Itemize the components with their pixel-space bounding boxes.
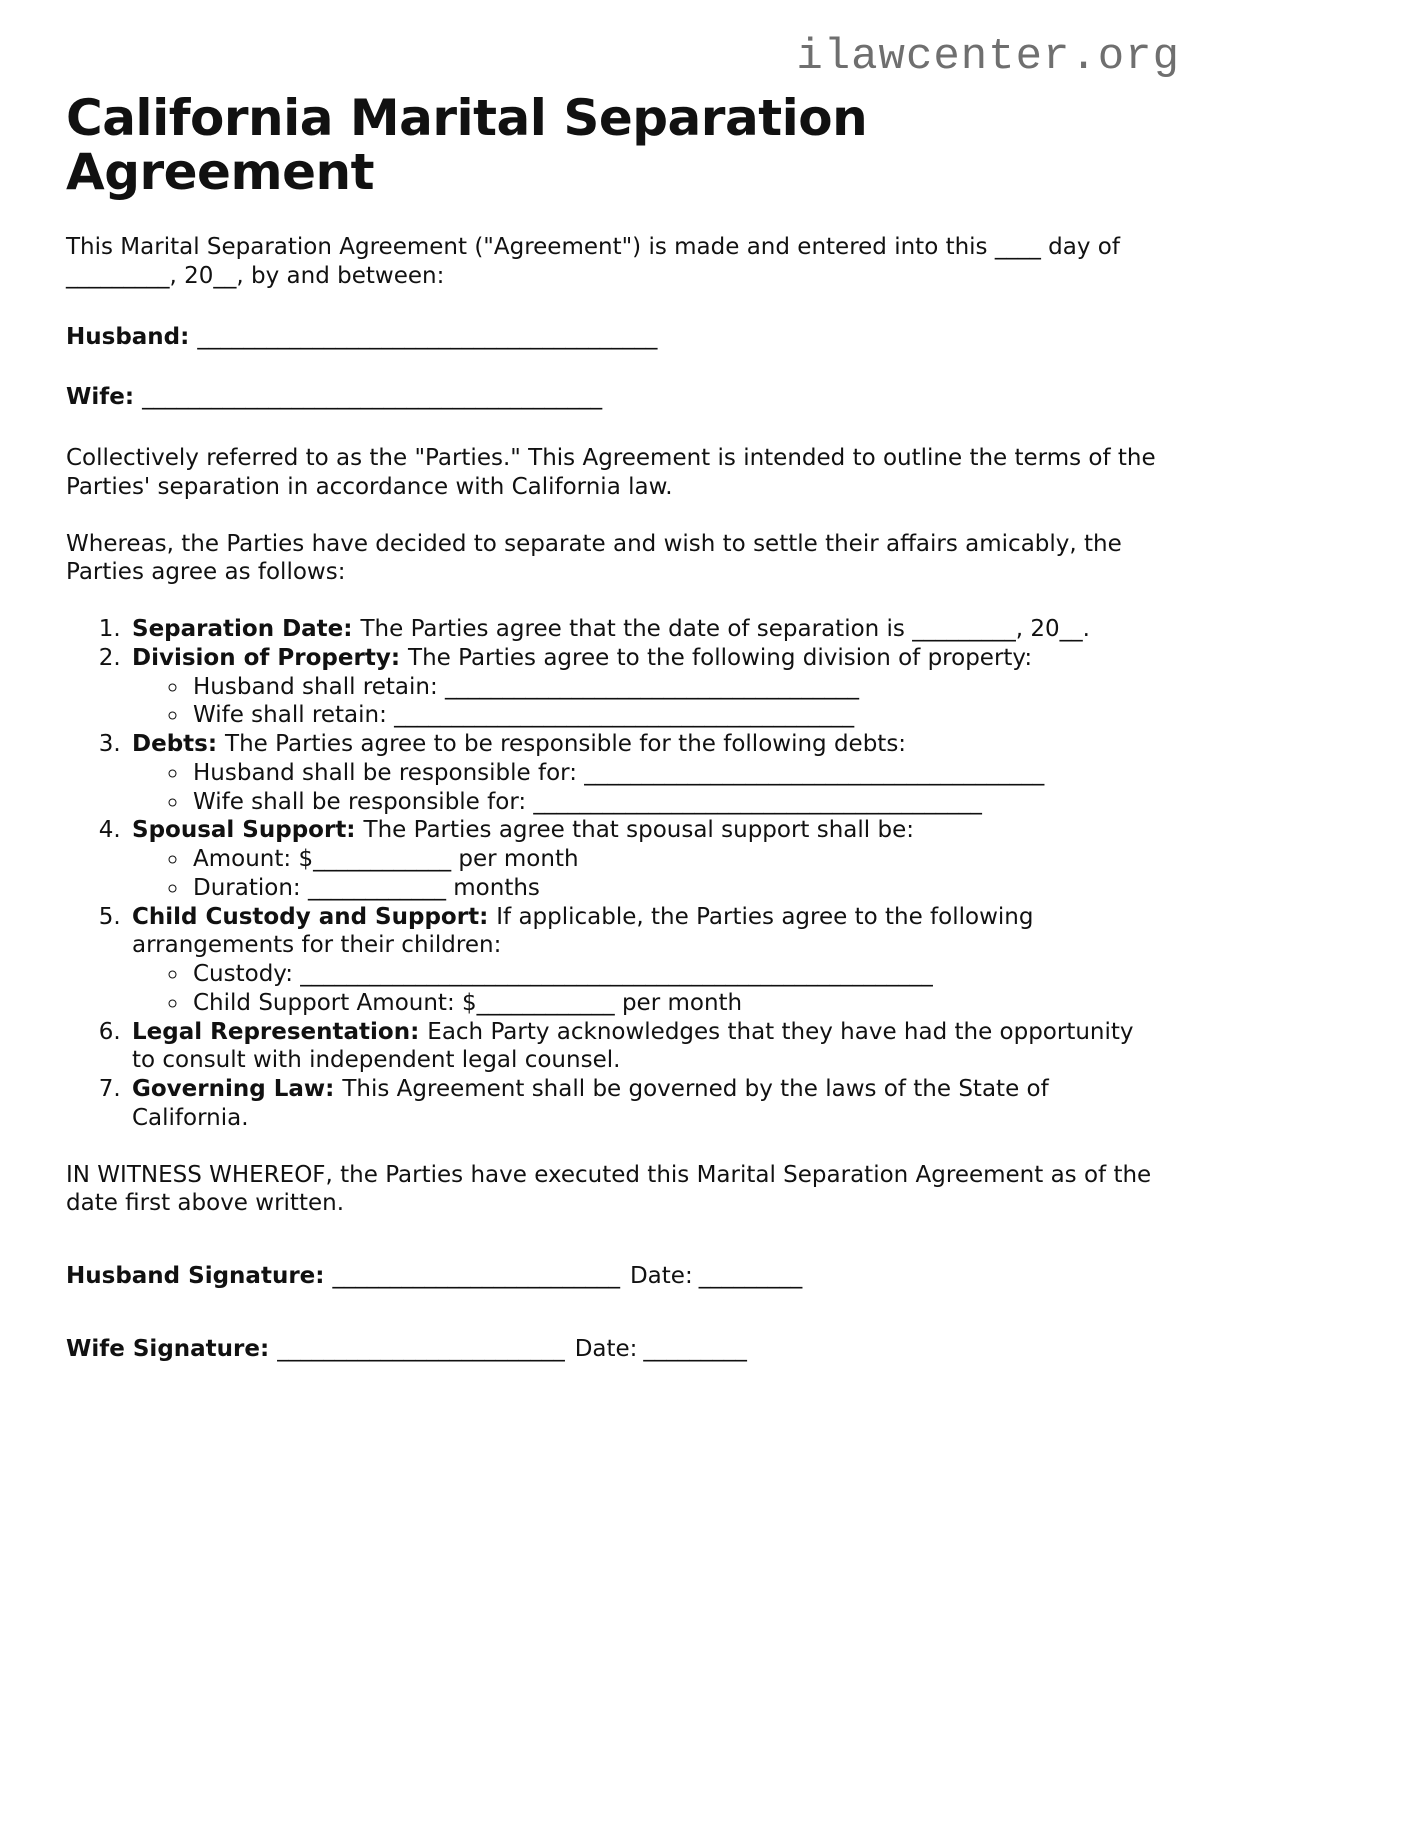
term-division-of-property-label: Division of Property:: [132, 644, 401, 671]
term-separation-date-label: Separation Date:: [132, 616, 353, 642]
subterm-duration-text: Duration: ____________ months: [193, 874, 540, 901]
term-division-of-property-text: The Parties agree to the following division of property:: [408, 644, 1033, 671]
watermark: ilawcenter.org: [796, 32, 1180, 82]
husband-signature-label: Husband Signature:: [66, 1263, 325, 1289]
term-legal-representation-text: Each Party acknowledges that they have had the opportunity to consult with independent legal counsel.: [132, 1018, 1134, 1074]
term-debts: [128, 730, 1162, 816]
collectively-paragraph: Collectively referred to as the "Parties." This Agreement is intended to outline the terms of the Parties' separation in accordance with California law.: [66, 445, 1156, 500]
wife-signature-blank: _________________________: [277, 1335, 565, 1362]
wife-signature-label: Wife Signature:: [66, 1335, 270, 1362]
wife-date-blank: _________: [643, 1335, 747, 1362]
subterm-wife-retain: [189, 701, 1162, 730]
subterm-wife-responsible-text: Wife shall be responsible for: _______________________________________: [193, 788, 982, 815]
wife-signature-line: [66, 1335, 1162, 1364]
term-spousal-support-sublist: [132, 845, 1162, 903]
term-separation-date: [128, 615, 1162, 644]
term-spousal-support-text: The Parties agree that spousal support shall be:: [363, 817, 914, 844]
subterm-husband-retain: [189, 673, 1162, 702]
document-content: [66, 91, 1162, 1364]
subterm-husband-retain-text: Husband shall retain: ____________________________________: [193, 673, 860, 700]
husband-date-blank: _________: [698, 1263, 803, 1289]
subterm-wife-responsible: [189, 788, 1162, 817]
term-child-custody-support-label: Child Custody and Support:: [132, 903, 489, 930]
term-child-custody-support-sublist: [132, 960, 1162, 1018]
wife-label: Wife:: [66, 384, 135, 411]
subterm-amount: [189, 845, 1162, 874]
term-legal-representation-label: Legal Representation:: [132, 1018, 420, 1045]
term-spousal-support-label: Spousal Support:: [132, 817, 356, 844]
husband-blank-line: ________________________________________: [197, 323, 658, 350]
intro-paragraph: This Marital Separation Agreement ("Agreement") is made and entered into this ____ day of _________, 20__, by and between:: [66, 234, 1120, 289]
term-spousal-support: [128, 816, 1162, 902]
term-debts-sublist: [132, 759, 1162, 817]
term-governing-law: [128, 1075, 1162, 1133]
subterm-child-support-amount-text: Child Support Amount: $____________ per month: [193, 989, 743, 1016]
whereas-paragraph: Whereas, the Parties have decided to separate and wish to settle their affairs amicably, the Parties agree as follows:: [66, 530, 1122, 586]
subterm-custody-text: Custody: _______________________________________________________: [193, 961, 933, 987]
husband-label: Husband:: [66, 323, 190, 350]
subterm-amount-text: Amount: $____________ per month: [193, 846, 579, 872]
term-child-custody-support: [128, 903, 1162, 1018]
subterm-husband-responsible-text: Husband shall be responsible for: ________________________________________: [193, 759, 1045, 786]
term-division-of-property: [128, 644, 1162, 730]
husband-signature-blank: _________________________: [332, 1263, 620, 1289]
subterm-wife-retain-text: Wife shall retain: ________________________________________: [193, 702, 855, 729]
husband-signature-line: [66, 1262, 1162, 1291]
term-child-custody-support-text: If applicable, the Parties agree to the following arrangements for their children:: [132, 903, 1034, 959]
document-title: California Marital Separation Agreement: [66, 89, 868, 201]
wife-party-line: [66, 383, 1162, 412]
wife-date-label: Date:: [574, 1335, 638, 1362]
term-separation-date-text: The Parties agree that the date of separation is _________, 20__.: [360, 616, 1090, 642]
term-debts-text: The Parties agree to be responsible for the following debts:: [225, 731, 907, 757]
subterm-husband-responsible: [189, 759, 1162, 788]
subterm-custody: [189, 960, 1162, 989]
term-legal-representation: [128, 1018, 1162, 1076]
term-debts-label: Debts:: [132, 731, 218, 757]
subterm-duration: [189, 874, 1162, 903]
terms-list: [66, 615, 1162, 1133]
subterm-child-support-amount: [189, 989, 1162, 1018]
husband-date-label: Date:: [629, 1263, 693, 1289]
witness-paragraph: IN WITNESS WHEREOF, the Parties have executed this Marital Separation Agreement as of the date first above written.: [66, 1161, 1152, 1217]
wife-blank-line: ________________________________________: [142, 384, 603, 411]
husband-party-line: [66, 323, 1162, 352]
term-governing-law-label: Governing Law:: [132, 1076, 335, 1102]
term-division-of-property-sublist: [132, 673, 1162, 731]
term-governing-law-text: This Agreement shall be governed by the laws of the State of California.: [132, 1076, 1049, 1131]
